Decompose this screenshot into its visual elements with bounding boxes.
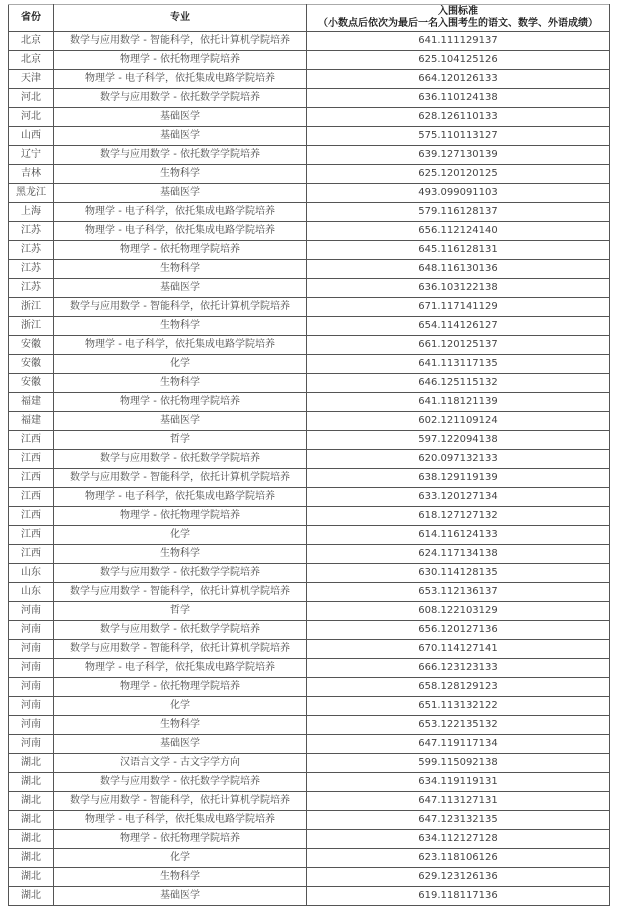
province-cell: 江西 bbox=[9, 469, 54, 488]
score-cell: 641.113117135 bbox=[307, 355, 610, 374]
table-row bbox=[9, 222, 610, 241]
major-cell: 生物科学 bbox=[54, 260, 307, 279]
major-cell: 数学与应用数学 - 依托数学学院培养 bbox=[54, 564, 307, 583]
province-cell: 江西 bbox=[9, 526, 54, 545]
major-cell: 数学与应用数学 - 智能科学，依托计算机学院培养 bbox=[54, 469, 307, 488]
province-cell: 江苏 bbox=[9, 222, 54, 241]
province-cell: 江苏 bbox=[9, 279, 54, 298]
major-cell: 物理学 - 电子科学，依托集成电路学院培养 bbox=[54, 222, 307, 241]
table-row bbox=[9, 279, 610, 298]
province-cell: 福建 bbox=[9, 412, 54, 431]
province-cell: 河南 bbox=[9, 602, 54, 621]
table-row bbox=[9, 70, 610, 89]
table-row bbox=[9, 640, 610, 659]
major-cell: 数学与应用数学 - 智能科学，依托计算机学院培养 bbox=[54, 32, 307, 51]
score-cell: 633.120127134 bbox=[307, 488, 610, 507]
province-cell: 河南 bbox=[9, 735, 54, 754]
major-cell: 物理学 - 依托物理学院培养 bbox=[54, 830, 307, 849]
table-row bbox=[9, 602, 610, 621]
score-cell: 630.114128135 bbox=[307, 564, 610, 583]
major-cell: 数学与应用数学 - 智能科学，依托计算机学院培养 bbox=[54, 298, 307, 317]
score-cell: 656.120127136 bbox=[307, 621, 610, 640]
table-row bbox=[9, 355, 610, 374]
province-cell: 江苏 bbox=[9, 260, 54, 279]
table-row bbox=[9, 108, 610, 127]
province-cell: 安徽 bbox=[9, 355, 54, 374]
major-cell: 生物科学 bbox=[54, 545, 307, 564]
major-cell: 数学与应用数学 - 智能科学，依托计算机学院培养 bbox=[54, 583, 307, 602]
province-cell: 江西 bbox=[9, 488, 54, 507]
score-cell: 625.120120125 bbox=[307, 165, 610, 184]
province-cell: 河北 bbox=[9, 89, 54, 108]
province-cell: 江西 bbox=[9, 431, 54, 450]
table-row bbox=[9, 165, 610, 184]
province-cell: 湖北 bbox=[9, 811, 54, 830]
major-cell: 数学与应用数学 - 依托数学学院培养 bbox=[54, 146, 307, 165]
score-cell: 624.117134138 bbox=[307, 545, 610, 564]
province-cell: 河南 bbox=[9, 697, 54, 716]
province-cell: 河南 bbox=[9, 621, 54, 640]
province-cell: 河南 bbox=[9, 716, 54, 735]
table-row bbox=[9, 488, 610, 507]
score-cell: 619.118117136 bbox=[307, 887, 610, 906]
table-row bbox=[9, 336, 610, 355]
major-cell: 化学 bbox=[54, 849, 307, 868]
province-cell: 天津 bbox=[9, 70, 54, 89]
province-cell: 湖北 bbox=[9, 849, 54, 868]
score-cell: 608.122103129 bbox=[307, 602, 610, 621]
score-cell: 634.119119131 bbox=[307, 773, 610, 792]
admission-criteria-table bbox=[8, 4, 610, 906]
province-cell: 江苏 bbox=[9, 241, 54, 260]
province-cell: 河南 bbox=[9, 640, 54, 659]
province-cell: 湖北 bbox=[9, 868, 54, 887]
province-cell: 山东 bbox=[9, 564, 54, 583]
major-cell: 物理学 - 电子科学，依托集成电路学院培养 bbox=[54, 811, 307, 830]
table-row bbox=[9, 583, 610, 602]
table-row bbox=[9, 412, 610, 431]
score-cell: 629.123126136 bbox=[307, 868, 610, 887]
table-row bbox=[9, 127, 610, 146]
header-criteria-title: 入围标准 bbox=[438, 6, 478, 17]
score-cell: 599.115092138 bbox=[307, 754, 610, 773]
major-cell: 基础医学 bbox=[54, 108, 307, 127]
table-row bbox=[9, 697, 610, 716]
score-cell: 658.128129123 bbox=[307, 678, 610, 697]
major-cell: 数学与应用数学 - 智能科学，依托计算机学院培养 bbox=[54, 792, 307, 811]
major-cell: 哲学 bbox=[54, 602, 307, 621]
table-row bbox=[9, 393, 610, 412]
table-row bbox=[9, 849, 610, 868]
score-cell: 651.113132122 bbox=[307, 697, 610, 716]
major-cell: 物理学 - 电子科学，依托集成电路学院培养 bbox=[54, 659, 307, 678]
score-cell: 623.118106126 bbox=[307, 849, 610, 868]
major-cell: 基础医学 bbox=[54, 887, 307, 906]
table-row bbox=[9, 184, 610, 203]
major-cell: 基础医学 bbox=[54, 184, 307, 203]
table-row bbox=[9, 241, 610, 260]
major-cell: 生物科学 bbox=[54, 165, 307, 184]
table-row bbox=[9, 545, 610, 564]
province-cell: 黑龙江 bbox=[9, 184, 54, 203]
score-cell: 664.120126133 bbox=[307, 70, 610, 89]
score-cell: 670.114127141 bbox=[307, 640, 610, 659]
province-cell: 浙江 bbox=[9, 317, 54, 336]
table-row bbox=[9, 32, 610, 51]
table-row bbox=[9, 51, 610, 70]
score-cell: 493.099091103 bbox=[307, 184, 610, 203]
table-row bbox=[9, 830, 610, 849]
table-row bbox=[9, 773, 610, 792]
major-cell: 物理学 - 依托物理学院培养 bbox=[54, 241, 307, 260]
province-cell: 湖北 bbox=[9, 773, 54, 792]
table-row bbox=[9, 469, 610, 488]
major-cell: 物理学 - 依托物理学院培养 bbox=[54, 393, 307, 412]
table-row bbox=[9, 374, 610, 393]
table-row bbox=[9, 146, 610, 165]
major-cell: 哲学 bbox=[54, 431, 307, 450]
table-row bbox=[9, 431, 610, 450]
score-cell: 625.104125126 bbox=[307, 51, 610, 70]
score-cell: 579.116128137 bbox=[307, 203, 610, 222]
major-cell: 生物科学 bbox=[54, 868, 307, 887]
province-cell: 山东 bbox=[9, 583, 54, 602]
score-cell: 620.097132133 bbox=[307, 450, 610, 469]
province-cell: 北京 bbox=[9, 51, 54, 70]
major-cell: 物理学 - 电子科学，依托集成电路学院培养 bbox=[54, 203, 307, 222]
header-criteria-note: （小数点后依次为最后一名入围考生的语文、数学、外语成绩） bbox=[318, 18, 598, 29]
major-cell: 化学 bbox=[54, 355, 307, 374]
header-criteria bbox=[307, 5, 610, 32]
major-cell: 物理学 - 电子科学，依托集成电路学院培养 bbox=[54, 70, 307, 89]
score-cell: 618.127127132 bbox=[307, 507, 610, 526]
province-cell: 安徽 bbox=[9, 336, 54, 355]
major-cell: 物理学 - 电子科学，依托集成电路学院培养 bbox=[54, 336, 307, 355]
major-cell: 数学与应用数学 - 智能科学，依托计算机学院培养 bbox=[54, 640, 307, 659]
table-row bbox=[9, 621, 610, 640]
province-cell: 江西 bbox=[9, 545, 54, 564]
table-row bbox=[9, 89, 610, 108]
table-row bbox=[9, 564, 610, 583]
province-cell: 河南 bbox=[9, 678, 54, 697]
score-cell: 653.112136137 bbox=[307, 583, 610, 602]
score-cell: 645.116128131 bbox=[307, 241, 610, 260]
score-cell: 614.116124133 bbox=[307, 526, 610, 545]
province-cell: 湖北 bbox=[9, 754, 54, 773]
major-cell: 数学与应用数学 - 依托数学学院培养 bbox=[54, 773, 307, 792]
province-cell: 浙江 bbox=[9, 298, 54, 317]
major-cell: 基础医学 bbox=[54, 279, 307, 298]
province-cell: 江西 bbox=[9, 507, 54, 526]
score-cell: 661.120125137 bbox=[307, 336, 610, 355]
major-cell: 生物科学 bbox=[54, 716, 307, 735]
table-row bbox=[9, 260, 610, 279]
province-cell: 吉林 bbox=[9, 165, 54, 184]
score-cell: 638.129119139 bbox=[307, 469, 610, 488]
table-row bbox=[9, 526, 610, 545]
table-row bbox=[9, 792, 610, 811]
table-row bbox=[9, 450, 610, 469]
score-cell: 646.125115132 bbox=[307, 374, 610, 393]
score-cell: 653.122135132 bbox=[307, 716, 610, 735]
score-cell: 641.111129137 bbox=[307, 32, 610, 51]
score-cell: 654.114126127 bbox=[307, 317, 610, 336]
major-cell: 生物科学 bbox=[54, 317, 307, 336]
score-cell: 575.110113127 bbox=[307, 127, 610, 146]
header-province: 省份 bbox=[9, 5, 54, 32]
table-row bbox=[9, 659, 610, 678]
header-major: 专业 bbox=[54, 5, 307, 32]
table-row bbox=[9, 507, 610, 526]
table-body bbox=[9, 32, 610, 906]
major-cell: 物理学 - 电子科学，依托集成电路学院培养 bbox=[54, 488, 307, 507]
score-cell: 634.112127128 bbox=[307, 830, 610, 849]
table-row bbox=[9, 298, 610, 317]
major-cell: 化学 bbox=[54, 697, 307, 716]
major-cell: 数学与应用数学 - 依托数学学院培养 bbox=[54, 89, 307, 108]
score-cell: 641.118121139 bbox=[307, 393, 610, 412]
major-cell: 基础医学 bbox=[54, 412, 307, 431]
table-row bbox=[9, 811, 610, 830]
table-row bbox=[9, 887, 610, 906]
score-cell: 636.110124138 bbox=[307, 89, 610, 108]
major-cell: 基础医学 bbox=[54, 127, 307, 146]
score-cell: 597.122094138 bbox=[307, 431, 610, 450]
major-cell: 生物科学 bbox=[54, 374, 307, 393]
score-cell: 647.113127131 bbox=[307, 792, 610, 811]
major-cell: 基础医学 bbox=[54, 735, 307, 754]
table-row bbox=[9, 716, 610, 735]
province-cell: 安徽 bbox=[9, 374, 54, 393]
province-cell: 上海 bbox=[9, 203, 54, 222]
table-row bbox=[9, 203, 610, 222]
major-cell: 物理学 - 依托物理学院培养 bbox=[54, 678, 307, 697]
major-cell: 数学与应用数学 - 依托数学学院培养 bbox=[54, 450, 307, 469]
score-cell: 648.116130136 bbox=[307, 260, 610, 279]
province-cell: 山西 bbox=[9, 127, 54, 146]
table-row bbox=[9, 317, 610, 336]
province-cell: 湖北 bbox=[9, 887, 54, 906]
score-cell: 636.103122138 bbox=[307, 279, 610, 298]
table-row bbox=[9, 678, 610, 697]
province-cell: 北京 bbox=[9, 32, 54, 51]
score-cell: 639.127130139 bbox=[307, 146, 610, 165]
score-cell: 628.126110133 bbox=[307, 108, 610, 127]
major-cell: 化学 bbox=[54, 526, 307, 545]
score-cell: 647.119117134 bbox=[307, 735, 610, 754]
score-cell: 647.123132135 bbox=[307, 811, 610, 830]
province-cell: 河南 bbox=[9, 659, 54, 678]
table-row bbox=[9, 754, 610, 773]
score-cell: 666.123123133 bbox=[307, 659, 610, 678]
province-cell: 福建 bbox=[9, 393, 54, 412]
province-cell: 湖北 bbox=[9, 830, 54, 849]
score-cell: 602.121109124 bbox=[307, 412, 610, 431]
table-header-row bbox=[9, 5, 610, 32]
major-cell: 汉语言文学 - 古文字学方向 bbox=[54, 754, 307, 773]
score-cell: 656.112124140 bbox=[307, 222, 610, 241]
score-cell: 671.117141129 bbox=[307, 298, 610, 317]
major-cell: 数学与应用数学 - 依托数学学院培养 bbox=[54, 621, 307, 640]
table-row bbox=[9, 735, 610, 754]
major-cell: 物理学 - 依托物理学院培养 bbox=[54, 507, 307, 526]
province-cell: 辽宁 bbox=[9, 146, 54, 165]
province-cell: 河北 bbox=[9, 108, 54, 127]
province-cell: 湖北 bbox=[9, 792, 54, 811]
major-cell: 物理学 - 依托物理学院培养 bbox=[54, 51, 307, 70]
province-cell: 江西 bbox=[9, 450, 54, 469]
table-row bbox=[9, 868, 610, 887]
